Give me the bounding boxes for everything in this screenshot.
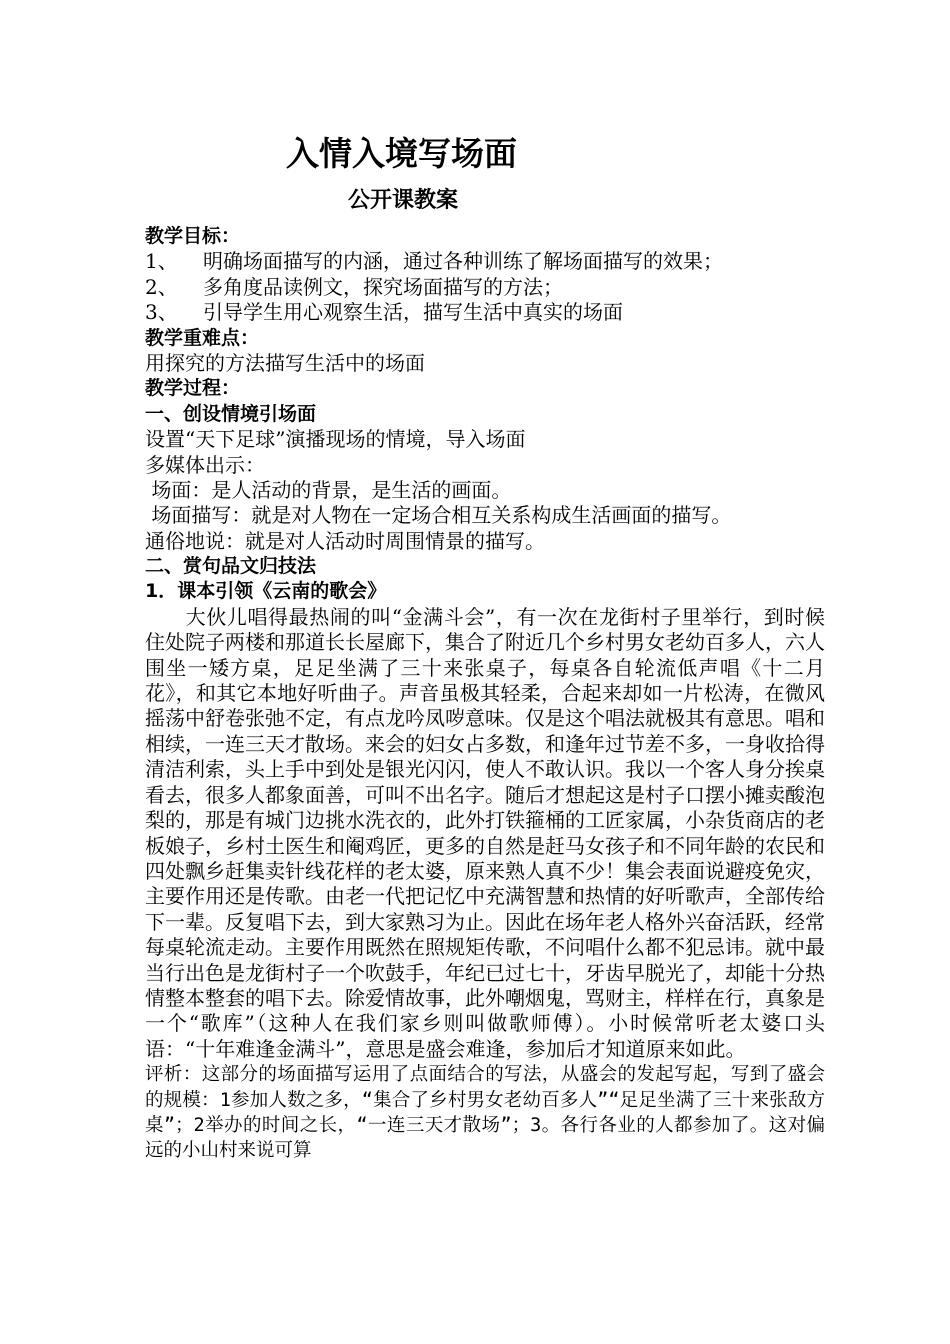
goal-number: 1、 [145,249,178,274]
goal-number: 2、 [145,274,178,299]
section1-line: 多媒体出示： [145,452,265,477]
document-body [145,224,825,1164]
process-heading: 教学过程： [145,377,241,400]
section1-line: 通俗地说：就是对人活动时周围情景的描写。 [145,528,545,553]
example-passage [145,605,825,1062]
section1-line: 设置“天下足球”演播现场的情境，导入场面 [145,427,526,452]
goal-text: 明确场面描写的内涵，通过各种训练了解场面描写的效果； [203,249,723,274]
goal-item [145,300,825,325]
example-passage-text: 大伙儿唱得最热闹的叫“金满斗会”，有一次在龙街村子里举行，到时候住处院子两楼和那道长长屋廊下，集合了附近几个乡村男女老幼百多人，六人围坐一矮方桌，足足坐满了三十来张桌子，每桌各自轮流低声唱《十二月花》，和其它本地好听曲子。声音虽极其轻柔，合起来却如一片松涛，在微风摇荡中舒卷张弛不定，有点龙吟凤哕意味。仅是这个唱法就极其有意思。唱和相续，一连三天才散场。来会的妇女占多数，和逢年过节差不多，一身收拾得清洁利索，头上手中到处是银光闪闪，使人不敢认识。我以一个客人身分挨桌看去，很多人都象面善，可叫不出名字。随后才想起这是村子口摆小摊卖酸泡梨的，那是有城门边挑水洗衣的，此外打铁箍桶的工匠家属，小杂货商店的老板娘子，乡村土医生和阉鸡匠，更多的自然是赶马女孩子和不同年龄的农民和四处飘乡赶集卖针线花样的老太婆，原来熟人真不少！集会表面说避疫免灾，主要作用还是传歌。由老一代把记忆中充满智慧和热情的好听歌声，全部传给下一辈。反复唱下去，到大家熟习为止。因此在场年老人格外兴奋活跃，经常每桌轮流走动。主要作用既然在照规矩传歌，不问唱什么都不犯忌讳。就中最当行出色是龙街村子一个吹鼓手，年纪已过七十，牙齿早脱光了，却能十分热情整本整套的唱下去。除爱情故事，此外嘲烟鬼，骂财主，样样在行，真象是一个“歌库”（这种人在我们家乡则叫做歌师傅）。小时候常听老太婆口头语：“十年难逢金满斗”，意思是盛会难逢，参加后才知道原来如此。 [145,604,825,1061]
document-subtitle: 公开课教案 [348,188,459,213]
section1-line: 场面：是人活动的背景，是生活的画面。 [145,477,512,502]
section1-line: 场面描写：就是对人物在一定场合相互关系构成生活画面的描写。 [145,503,732,528]
difficulty-heading: 教学重难点： [145,326,260,349]
goal-text: 引导学生用心观察生活，描写生活中真实的场面 [203,300,623,325]
goal-number: 3、 [145,300,178,325]
section2-sub1-heading: 1．课本引领《云南的歌会》 [145,580,387,603]
section2-heading: 二、赏句品文归技法 [145,555,317,578]
goal-item [145,275,825,300]
difficulty-text: 用探究的方法描写生活中的场面 [145,350,425,375]
analysis-comment: 评析：这部分的场面描写运用了点面结合的写法，从盛会的发起写起，写到了盛会的规模：1参加人数之多，“集合了乡村男女老幼百多人”“足足坐满了三十来张敌方桌”；2举办的时间之长，“一连三天才散场”；3。各行各业的人都参加了。这对偏远的小山村来说可算 [145,1064,825,1162]
document-title: 入情入境写场面 [286,134,517,173]
goal-text: 多角度品读例文，探究场面描写的方法； [203,274,563,299]
goals-heading: 教学目标： [145,225,241,247]
section1-heading: 一、创设情境引场面 [145,402,317,425]
goal-item [145,249,825,274]
